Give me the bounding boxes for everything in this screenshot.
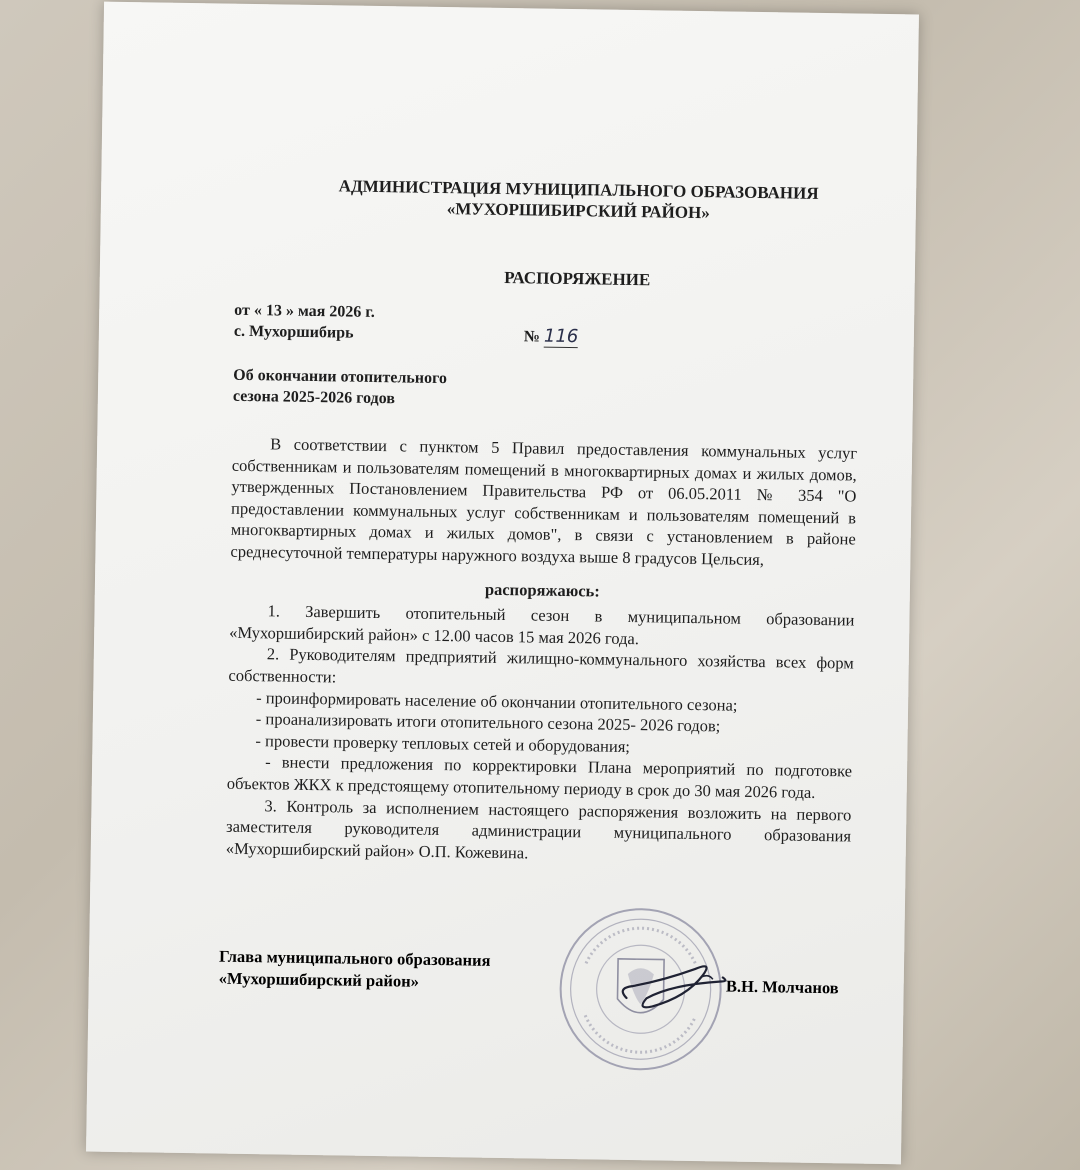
document-number [524, 325, 579, 348]
document-meta [234, 300, 860, 353]
order-subitem-4: - внести предложения по корректировки Плана мероприятий по подготовке объектов ЖКХ к предстоящему отопительному периоду в срок до 30 мая 2026 года. [226, 752, 853, 802]
order-item-3: 3. Контроль за исполнением настоящего распоряжения возложить на первого заместителя руководителя администрации муниципального образования «Мухоршибирский район» О.П. Кожевина. [225, 795, 852, 863]
header-line-2: «МУХОРШИБИРСКИЙ РАЙОН» [446, 199, 710, 223]
order-item-2: 2. Руководителям предприятий жилищно-коммунального хозяйства всех форм собственности: [228, 644, 854, 687]
number-value: 116 [543, 325, 579, 348]
subject-line-2: сезона 2025-2026 годов [232, 387, 396, 408]
document-body [226, 174, 862, 869]
preamble-section [226, 433, 858, 869]
preamble-paragraph: В соответствии с пунктом 5 Правил предоставления коммунальных услуг собственникам и пользователям помещений в многоквартирных домах и жилых домов, утвержденных Постановлением Правительства РФ от 06.05.2011 № 354 "О предоставлении коммунальных услуг собственникам и пользователям помещений в многоквартирных домах и жилых домов", в связи с установлением в районе среднесуточной температуры наружного воздуха выше 8 градусов Цельсия, [230, 434, 858, 570]
document-type: РАСПОРЯЖЕНИЕ [504, 267, 651, 290]
document-subject [233, 365, 859, 417]
document-date: от « 13 » мая 2026 г. [234, 301, 375, 321]
number-label: № [523, 328, 541, 346]
order-item-1: 1. Завершить отопительный сезон в муниципальном образовании «Мухоршибирский район» с 12.00 часов 15 мая 2026 года. [229, 601, 855, 648]
document-place: с. Мухоршибирь [233, 322, 354, 342]
signer-name: В.Н. Молчанов [725, 976, 839, 998]
signer-title-line-2: «Мухоршибирский район» [218, 968, 420, 991]
dispose-heading: распоряжаюсь: [484, 579, 601, 601]
order-items [226, 600, 855, 869]
subject-line-1: Об окончании отопительного [233, 366, 448, 388]
paper-sheet [86, 2, 919, 1165]
order-subitem-1: - проинформировать население об окончании отопительного сезона; [256, 687, 738, 715]
header-line-1: АДМИНИСТРАЦИЯ МУНИЦИПАЛЬНОГО ОБРАЗОВАНИЯ [338, 176, 819, 203]
handwritten-signature [608, 950, 739, 1022]
signature-block [219, 946, 840, 1000]
order-subitem-2: - проанализировать итоги отопительного сезона 2025- 2026 годов; [255, 709, 721, 736]
document-header [236, 174, 862, 226]
signer-title-line-1: Глава муниципального образования [218, 946, 491, 970]
order-subitem-3: - провести проверку тепловых сетей и оборудования; [255, 730, 631, 756]
